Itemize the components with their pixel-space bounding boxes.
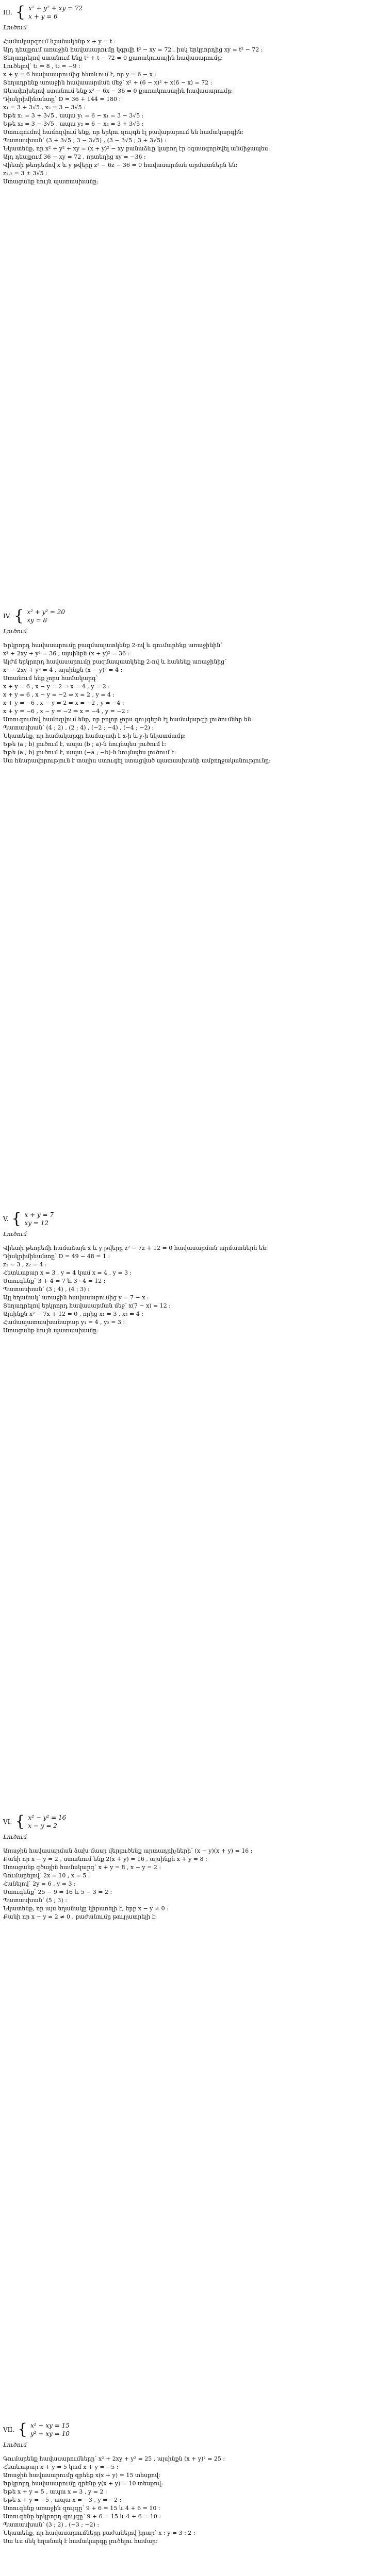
solution-line: Տեղադրելով ստանում ենք t² + t − 72 = 0 քառակուսային հավասարումը։	[3, 55, 223, 61]
system-brace: {	[11, 1210, 22, 1228]
system-brace: {	[14, 607, 24, 625]
solution-line: Ստուգենք՝ 25 − 9 = 16 և 5 − 3 = 2 ։	[3, 1889, 112, 1895]
solution-heading: Լուծում	[3, 2442, 27, 2448]
equation: xy = 12	[24, 1219, 48, 1227]
solution-line: Երկրորդ հավասարումը գրենք y(x + y) = 10 տեսքով։	[3, 2480, 164, 2487]
solution-line: Համակարգում նշանակենք x + y = t ։	[3, 38, 116, 45]
solution-line: x + y = 6 , x − y = −2 ⇒ x = 2 , y = 4 ։	[3, 691, 115, 698]
solution-line: x + y = 6 հավասարումից հետևում է, որ y = 6 − x ։	[3, 71, 157, 78]
equation-system	[24, 1211, 54, 1227]
problem-number: III.	[3, 9, 13, 16]
equation: x + y = 6	[28, 13, 58, 20]
equation: x − y = 2	[28, 1822, 57, 1829]
solution-line: Վիետի թեորեմի համաձայն x և y թվերը z² − 7z + 12 = 0 հավասարման արմատներն են։	[3, 1245, 268, 1251]
solution-line: Այդ դեպքում առաջին հավասարումը կգրվի t² − xy = 72 , իսկ երկրորդից xy = t² − 72 ։	[3, 46, 263, 53]
solution-line: Այսինքն x² − 7x + 12 = 0 , որից x₁ = 3 , x₂ = 4 ։	[3, 1311, 143, 1317]
solution-line: Դիսկրիմինանտը՝ D = 36 + 144 = 180 ։	[3, 96, 121, 103]
solution-line: Առաջին հավասարումը գրենք x(x + y) = 15 տեսքով։	[3, 2472, 160, 2479]
equation: x² + xy = 15	[30, 2422, 70, 2429]
solution-line: Ստացանք գծային համակարգ՝ x + y = 8 , x − y = 2 ։	[3, 1864, 161, 1871]
problem-number: V.	[3, 1215, 9, 1223]
solution-line: Վիետի թեորեմով x և y թվերը z² − 6z − 36 = 0 հավասարման արմատներն են։	[3, 162, 238, 168]
solution-line: x² + 2xy + y² = 36 , այսինքն (x + y)² = 36 ։	[3, 650, 130, 657]
problem-v	[3, 1211, 372, 1335]
solution-line: Ստուգենք՝ 3 + 4 = 7 և 3 · 4 = 12 ։	[3, 1278, 106, 1284]
solution-line: Ստանում ենք չորս համակարգ՝	[3, 675, 98, 682]
solution-line: Եթե x₁ = 3 + 3√5 , ապա y₁ = 6 − x₁ = 3 − 3√5 ։	[3, 112, 144, 119]
equation: xy = 8	[27, 617, 47, 624]
problem-vi	[3, 1814, 372, 1921]
solution-line: Եթե x + y = −5 , ապա x = −3 , y = −2 ։	[3, 2497, 122, 2503]
solution-line: Եթե (a ; b) լուծում է, ապա (b ; a)-ն նույնպես լուծում է։	[3, 741, 167, 748]
solution-lines	[3, 1244, 372, 1335]
solution-line: Ձևափոխելով ստանում ենք x² − 6x − 36 = 0 քառակուսային հավասարումը։	[3, 88, 233, 94]
solution-line: Համապատասխանաբար y₁ = 4 , y₂ = 3 ։	[3, 1319, 125, 1326]
problem-number: IV.	[3, 613, 11, 620]
solution-heading: Լուծում	[3, 24, 27, 31]
solution-line: Ստուգումով համոզվում ենք, որ երկու զույգն էլ բավարարում են համակարգին։	[3, 129, 244, 135]
solution-line: Հանելով՝ 2y = 6 , y = 3 ։	[3, 1880, 76, 1887]
solution-line: Լուծելով՝ t₁ = 8 , t₂ = −9 ։	[3, 63, 80, 70]
equation: x + y = 7	[24, 1211, 54, 1218]
solution-line: Նկատենք, որ հավասարումները բաժանելով իրար՝ x : y = 3 : 2 ։	[3, 2530, 195, 2536]
solution-line: x + y = 6 , x − y = 2 ⇒ x = 4 , y = 2 ։	[3, 683, 110, 690]
solution-lines	[3, 641, 372, 765]
solution-line: Առաջին հավասարման ձախ մասը վերլուծենք արտադրիչների՝ (x − y)(x + y) = 16 ։	[3, 1848, 253, 1854]
solution-line: Նկատենք, որ այս եղանակը կիրառելի է, երբ x − y ≠ 0 ։	[3, 1905, 169, 1912]
problem-number: VII.	[3, 2426, 14, 2433]
solution-lines	[3, 2455, 372, 2546]
problem-vii	[3, 2421, 372, 2546]
solution-line: x₁ = 3 + 3√5 , x₂ = 3 − 3√5 ։	[3, 104, 86, 111]
solution-line: Եթե x₂ = 3 − 3√5 , ապա y₂ = 6 − x₂ = 3 + 3√5 ։	[3, 121, 144, 127]
solution-line: z₁,₂ = 3 ± 3√5 ։	[3, 170, 47, 177]
solution-line: Սա ևս մեկ եղանակ է համակարգը լուծելու համար։	[3, 2538, 158, 2545]
solution-line: Պատասխան՝ (3 ; 4) , (4 ; 3) ։	[3, 1286, 90, 1293]
solution-line: Հետևաբար x + y = 5 կամ x + y = −5 ։	[3, 2464, 119, 2470]
solution-lines	[3, 38, 372, 186]
solution-line: z₁ = 3 , z₂ = 4 ։	[3, 1261, 47, 1268]
solution-line: Տեղադրելով երկրորդ հավասարման մեջ՝ x(7 − x) = 12 ։	[3, 1302, 171, 1309]
solution-line: x² − 2xy + y² = 4 , այսինքն (x − y)² = 4 ։	[3, 667, 123, 673]
solution-line: Ստուգենք երկրորդ զույգը՝ 9 + 6 = 15 և 4 + 6 = 10 ։	[3, 2513, 161, 2520]
solution-line: Այժմ երկրորդ հավասարումը բազմապատկենք 2-ով և հանենք առաջինից՝	[3, 658, 227, 665]
solution-line: Պատասխան՝ (3 + 3√5 ; 3 − 3√5) , (3 − 3√5 ; 3 + 3√5) ։	[3, 137, 167, 144]
solution-line: Նկատենք, որ x² + y² + xy = (x + y)² − xy բանաձևը կարող էր օգտագործվել անմիջապես։	[3, 145, 270, 152]
problem-number: VI.	[3, 1818, 12, 1825]
equation-system	[28, 4, 83, 21]
solution-line: Եթե (a ; b) լուծում է, ապա (−a ; −b)-ն նույնպես լուծում է։	[3, 749, 176, 756]
solution-heading: Լուծում	[3, 1834, 27, 1840]
solution-line: Պատասխան՝ (5 ; 3) ։	[3, 1897, 67, 1904]
solution-line: Ստուգենք առաջին զույգը՝ 9 + 6 = 15 և 4 + 6 = 10 ։	[3, 2505, 160, 2512]
solution-line: Հետևաբար x = 3 , y = 4 կամ x = 4 , y = 3 ։	[3, 1269, 132, 1276]
solution-line: Այդ դեպքում 36 − xy = 72 , որտեղից xy = −36 ։	[3, 154, 146, 160]
solution-line: Ստացանք նույն պատասխանը։	[3, 1327, 99, 1334]
system-brace: {	[15, 3, 26, 21]
solution-line: Ստուգումով համոզվում ենք, որ բոլոր չորս զույգերն էլ համակարգի լուծումներ են։	[3, 716, 253, 723]
system-brace: {	[17, 2420, 28, 2438]
solution-line: Քանի որ x − y = 2 , ստանում ենք 2(x + y) = 16 , այսինքն x + y = 8 ։	[3, 1856, 207, 1862]
equation: x² − y² = 16	[28, 1814, 67, 1821]
solution-line: Տեղադրենք առաջին հավասարման մեջ՝ x² + (6 − x)² + x(6 − x) = 72 ։	[3, 79, 213, 86]
solution-line: Պատասխան՝ (3 ; 2) , (−3 ; −2) ։	[3, 2521, 100, 2528]
solution-line: Երկրորդ հավասարումը բազմապատկենք 2-ով և գումարենք առաջինին՝	[3, 642, 223, 649]
solution-line: Նկատենք, որ համակարգը համաչափ է x-ի և y-ի նկատմամբ։	[3, 733, 186, 739]
equation: x² + y² + xy = 72	[28, 5, 83, 12]
solution-lines	[3, 1847, 372, 1921]
problem-iv	[3, 608, 372, 765]
equation: y² + xy = 10	[30, 2430, 70, 2437]
solution-line: Դիսկրիմինանտը՝ D = 49 − 48 = 1 ։	[3, 1253, 110, 1260]
solution-heading: Լուծում	[3, 1231, 27, 1238]
solution-line: Գումարելով՝ 2x = 10 , x = 5 ։	[3, 1872, 90, 1879]
solution-line: Ստացանք նույն պատասխանը։	[3, 178, 99, 185]
system-brace: {	[15, 1812, 25, 1831]
solution-line: Քանի որ x − y = 2 ≠ 0 , բաժանումը թույլատրելի է։	[3, 1913, 157, 1920]
equation-system	[28, 1814, 66, 1830]
solution-line: Սա հնարավորություն է տալիս ստուգել ստացված պատասխանի ամբողջականությունը։	[3, 757, 271, 764]
equation: x² + y² = 20	[27, 608, 66, 616]
equation-system	[27, 608, 65, 624]
solution-line: Եթե x + y = 5 , ապա x = 3 , y = 2 ։	[3, 2488, 107, 2495]
solution-line: Այլ եղանակ՝ առաջին հավասարումից y = 7 − x ։	[3, 1294, 149, 1301]
solution-line: Գումարենք հավասարումները՝ x² + 2xy + y² = 25 , այսինքն (x + y)² = 25 ։	[3, 2455, 225, 2462]
solution-line: x + y = −6 , x − y = −2 ⇒ x = −4 , y = −2 ։	[3, 708, 129, 715]
problem-iii	[3, 4, 372, 186]
solution-line: x + y = −6 , x − y = 2 ⇒ x = −2 , y = −4 ։	[3, 700, 124, 706]
solution-heading: Լուծում	[3, 628, 27, 635]
solution-line: Պատասխան՝ (4 ; 2) , (2 ; 4) , (−2 ; −4) , (−4 ; −2) ։	[3, 724, 154, 731]
equation-system	[30, 2421, 70, 2438]
